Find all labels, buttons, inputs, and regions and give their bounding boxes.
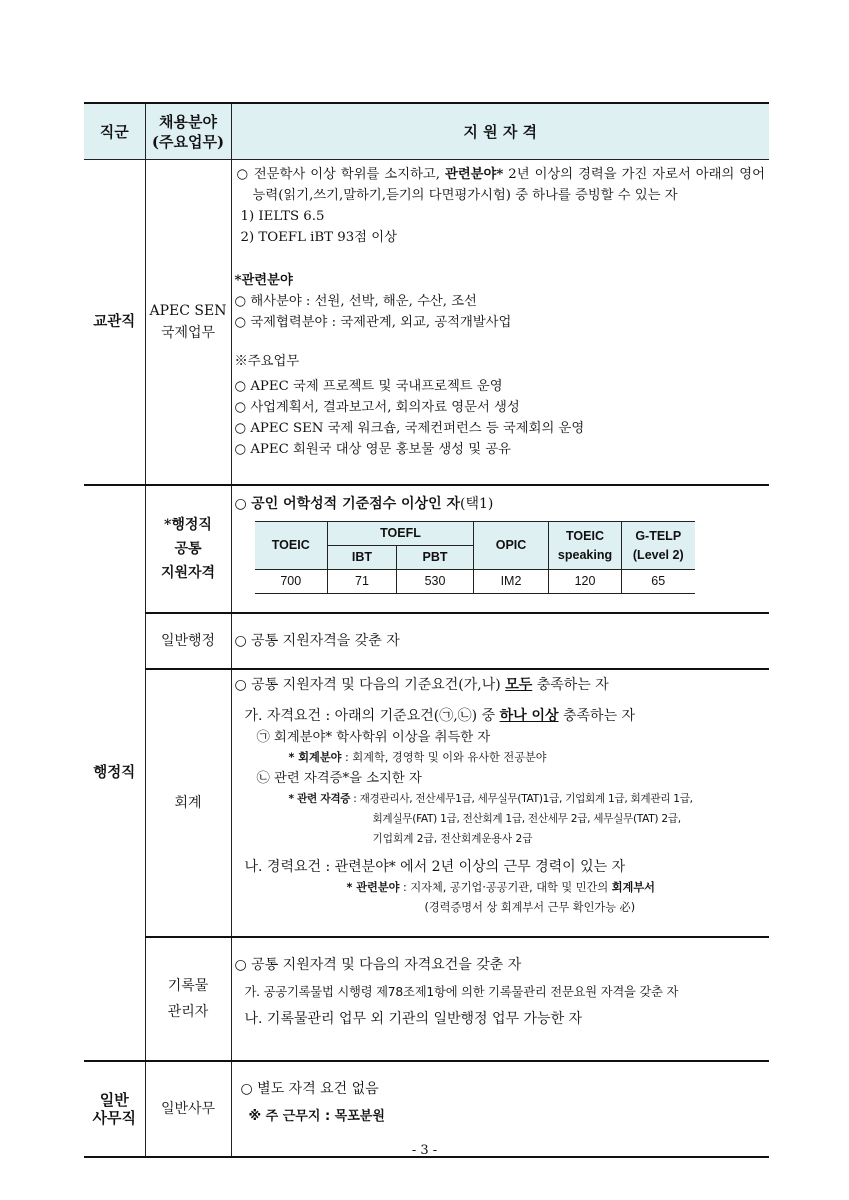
field-clerical: 일반사무 [145,1061,231,1157]
duty-title: ※주요업무 [234,354,300,369]
category-admin: 행정직 [84,485,145,1061]
row-edu [84,160,769,486]
score-table [255,521,695,594]
score-h-pbt: PBT [397,546,474,570]
acc-l10a: * 관련분야 [346,881,400,894]
duty-4: ○ APEC 회원국 대상 영문 홍보물 생성 및 공유 [234,442,512,457]
acc-l1a: ○ 공통 지원자격 및 다음의 기준요건(가,나) [234,677,506,693]
score-pbt: 530 [397,570,474,594]
score-h-toeic-speaking: TOEIC speaking [549,522,622,570]
common-title: 공인 어학성적 기준점수 이상인 자 [251,496,461,512]
qual-accounting [231,669,769,937]
acc-l10c: 회계부서 [611,881,655,894]
qual-records [231,937,769,1061]
score-ibt: 71 [328,570,397,594]
header-row [84,103,769,160]
score-h-opic: OPIC [474,522,549,570]
records-l2: 가. 공공기록물법 시행령 제78조제1항에 의한 기록물관리 전문요원 자격을 갖춘 자 [244,985,679,999]
related-1: ○ 해사분야 : 선원, 선박, 해운, 수산, 조선 [234,294,477,309]
header-field: 채용분야 (주요업무) [145,103,231,160]
score-h-toeic: TOEIC [255,522,328,570]
acc-l3: ㉠ 회계분야* 학사학위 이상을 취득한 자 [256,730,491,745]
q1-text: ○ 전문학사 이상 학위를 소지하고, [236,167,445,182]
category-edu: 교관직 [84,160,145,486]
field-records: 기록물 관리자 [145,937,231,1061]
related-2: ○ 국제협력분야 : 국제관계, 외교, 공적개발사업 [234,315,512,330]
row-admin-common [84,485,769,613]
common-choice: (택1) [460,496,494,512]
row-admin-accounting [84,669,769,937]
field-accounting: 회계 [145,669,231,937]
qualification-table [84,102,769,1158]
list-1: 1) IELTS 6.5 [240,209,325,224]
acc-l5: ㉡ 관련 자격증*을 소지한 자 [256,771,422,786]
clerical-l2: ※ 주 근무지 : 목포분원 [248,1109,385,1124]
list-2: 2) TOEFL iBT 93점 이상 [240,230,397,245]
acc-l4b: : 회계학, 경영학 및 이와 유사한 전공분야 [341,751,547,764]
acc-l7: 회계실무(FAT) 1급, 전산회계 1급, 전산세무 2급, 세무실무(TAT) 2급, [372,813,681,825]
acc-l6b: : 재경관리사, 전산세무1급, 세무실무(TAT)1급, 기업회계 1급, 회계관리 1급, [350,793,693,805]
q1-text2: 2년 이상의 경력을 가진 자로서 아래의 영어능력(읽기,쓰기,말하기,듣기의 다면평가시험) 중 하나를 증빙할 수 있는 자 [252,167,765,203]
duty-3: ○ APEC SEN 국제 워크숍, 국제컨퍼런스 등 국제회의 운영 [234,421,585,436]
acc-l4a: * 회계분야 [288,751,342,764]
qual-general: ○ 공통 지원자격을 갖춘 자 [231,613,769,669]
common-bullet: ○ [234,496,252,512]
page-number: - 3 - [411,1143,438,1158]
acc-l2a: 가. 자격요건 : 아래의 기준요건(㉠,㉡) 중 [244,708,500,724]
score-h-ibt: IBT [328,546,397,570]
acc-l1c: 충족하는 자 [532,677,609,693]
field-apec: APEC SEN 국제업무 [145,160,231,486]
score-toeic-speaking: 120 [549,570,622,594]
records-l3: 나. 기록물관리 업무 외 기관의 일반행정 업무 가능한 자 [244,1011,583,1027]
duty-2: ○ 사업계획서, 결과보고서, 회의자료 영문서 생성 [234,400,520,415]
score-h-toefl: TOEFL [328,522,474,546]
header-qualification: 지 원 자 격 [231,103,769,160]
acc-l6a: * 관련 자격증 [288,793,351,805]
score-h-gtelp: G-TELP (Level 2) [622,522,695,570]
score-gtelp: 65 [622,570,695,594]
score-opic: IM2 [474,570,549,594]
qual-apec [231,160,769,486]
acc-l2b: 하나 이상 [499,708,559,724]
row-admin-records [84,937,769,1061]
acc-l10b: : 지자체, 공기업·공공기관, 대학 및 민간의 [399,881,612,894]
header-job-group: 직군 [84,103,145,160]
acc-l8: 기업회계 2급, 전산회계운용사 2급 [372,833,533,845]
clerical-l1: ○ 별도 자격 요건 없음 [240,1081,379,1097]
score-toeic: 700 [255,570,328,594]
acc-l11: (경력증명서 상 회계부서 근무 확인가능 必) [424,901,636,914]
acc-l2c: 충족하는 자 [558,708,636,724]
related-title: *관련분야 [234,273,293,288]
records-l1: ○ 공통 지원자격 및 다음의 자격요건을 갖춘 자 [234,957,522,973]
duty-1: ○ APEC 국제 프로젝트 및 국내프로젝트 운영 [234,379,503,394]
qual-admin-common [231,485,769,613]
q1-bold: 관련분야* [444,167,504,182]
category-clerical: 일반 사무직 [84,1061,145,1157]
acc-l9: 나. 경력요건 : 관련분야* 에서 2년 이상의 근무 경력이 있는 자 [244,859,626,875]
field-admin-common: *행정직 공통 지원자격 [145,485,231,613]
acc-l1b: 모두 [505,677,533,693]
field-general: 일반행정 [145,613,231,669]
row-admin-general [84,613,769,669]
